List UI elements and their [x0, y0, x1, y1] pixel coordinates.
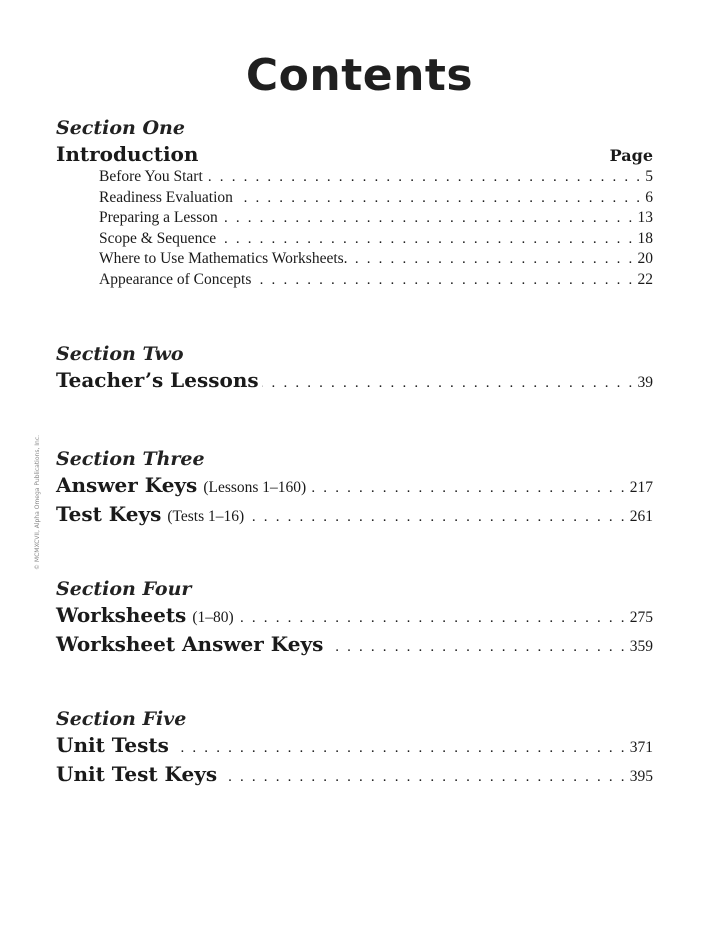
toc-entry-page: 6 — [645, 188, 653, 206]
toc-entry[interactable] — [56, 367, 653, 396]
toc-entry[interactable] — [56, 208, 653, 229]
toc-entry-title: Worksheet Answer Keys — [56, 632, 324, 656]
leader-dots — [219, 229, 634, 250]
leader-dots — [351, 249, 635, 270]
toc-entry-title: Test Keys — [56, 502, 162, 526]
section-label: Section One — [56, 117, 185, 139]
leader-dots — [309, 475, 627, 501]
toc-entry-title: Where to Use Mathematics Worksheets. — [99, 250, 348, 267]
toc-entry-page: 22 — [637, 270, 653, 288]
toc-entry-page: 217 — [629, 479, 653, 496]
toc-entry-page: 275 — [629, 609, 653, 626]
section-two — [56, 341, 653, 396]
section-five — [56, 706, 653, 790]
toc-entry[interactable] — [56, 761, 653, 790]
copyright-notice: © MCMXCVII, Alpha Omega Publications, Inc. — [34, 434, 41, 570]
leader-dots — [172, 735, 627, 761]
toc-entry-title: Unit Test Keys — [56, 762, 218, 786]
toc-entry-page: 261 — [629, 508, 653, 525]
page-column-label: Page — [609, 146, 653, 165]
toc-entry-page: 5 — [645, 168, 653, 185]
toc-entry-page: 359 — [629, 638, 653, 655]
toc-entry[interactable] — [56, 270, 653, 291]
toc-entry-range: (1–80) — [192, 609, 234, 626]
toc-entry-title: Worksheets — [56, 603, 187, 627]
leader-dots — [206, 167, 642, 188]
section-one — [56, 115, 653, 290]
section-heading: Introduction — [56, 142, 199, 166]
toc-entry-page: 395 — [629, 768, 653, 785]
toc-entry-title: Readiness Evaluation — [99, 188, 233, 206]
leader-dots — [262, 370, 635, 396]
toc-entry-page: 20 — [637, 250, 653, 267]
section-heading-row — [56, 141, 653, 167]
leader-dots — [247, 504, 627, 530]
toc-entry[interactable] — [56, 229, 653, 250]
section-label: Section Four — [56, 578, 192, 600]
toc-entry[interactable] — [56, 631, 653, 660]
toc-entry-title: Answer Keys — [56, 473, 198, 497]
toc-entry[interactable] — [56, 732, 653, 761]
toc-entry-page: 371 — [629, 739, 653, 756]
section-label: Section Two — [56, 343, 184, 365]
toc-entry-page: 39 — [637, 374, 653, 391]
toc-entry-title: Teacher’s Lessons — [56, 368, 259, 392]
leader-dots — [237, 605, 627, 631]
toc-entry[interactable] — [56, 167, 653, 188]
leader-dots — [326, 634, 626, 660]
toc-entry-page: 18 — [637, 229, 653, 247]
section-three — [56, 446, 653, 530]
toc-entry[interactable] — [56, 602, 653, 631]
toc-entry-title: Before You Start — [99, 168, 203, 185]
toc-entry-title: Unit Tests — [56, 733, 169, 757]
page-title: Contents — [245, 50, 474, 101]
toc-entry-title: Scope & Sequence — [99, 229, 217, 247]
toc-entry[interactable] — [56, 249, 653, 270]
section-label: Section Five — [56, 708, 187, 730]
toc-entry-range: (Lessons 1–160) — [203, 479, 307, 496]
leader-dots — [254, 270, 634, 291]
section-label: Section Three — [56, 448, 205, 470]
toc-entry-page: 13 — [637, 209, 653, 226]
toc-entry[interactable] — [56, 501, 653, 530]
leader-dots — [221, 208, 635, 229]
section-four — [56, 576, 653, 660]
toc-entry[interactable] — [56, 472, 653, 501]
leader-dots — [220, 764, 627, 790]
toc-entry-title: Appearance of Concepts — [99, 270, 252, 288]
toc-entry[interactable] — [56, 188, 653, 209]
toc-entry-range: (Tests 1–16) — [167, 508, 245, 525]
toc-entry-title: Preparing a Lesson — [99, 209, 218, 226]
leader-dots — [236, 188, 642, 209]
